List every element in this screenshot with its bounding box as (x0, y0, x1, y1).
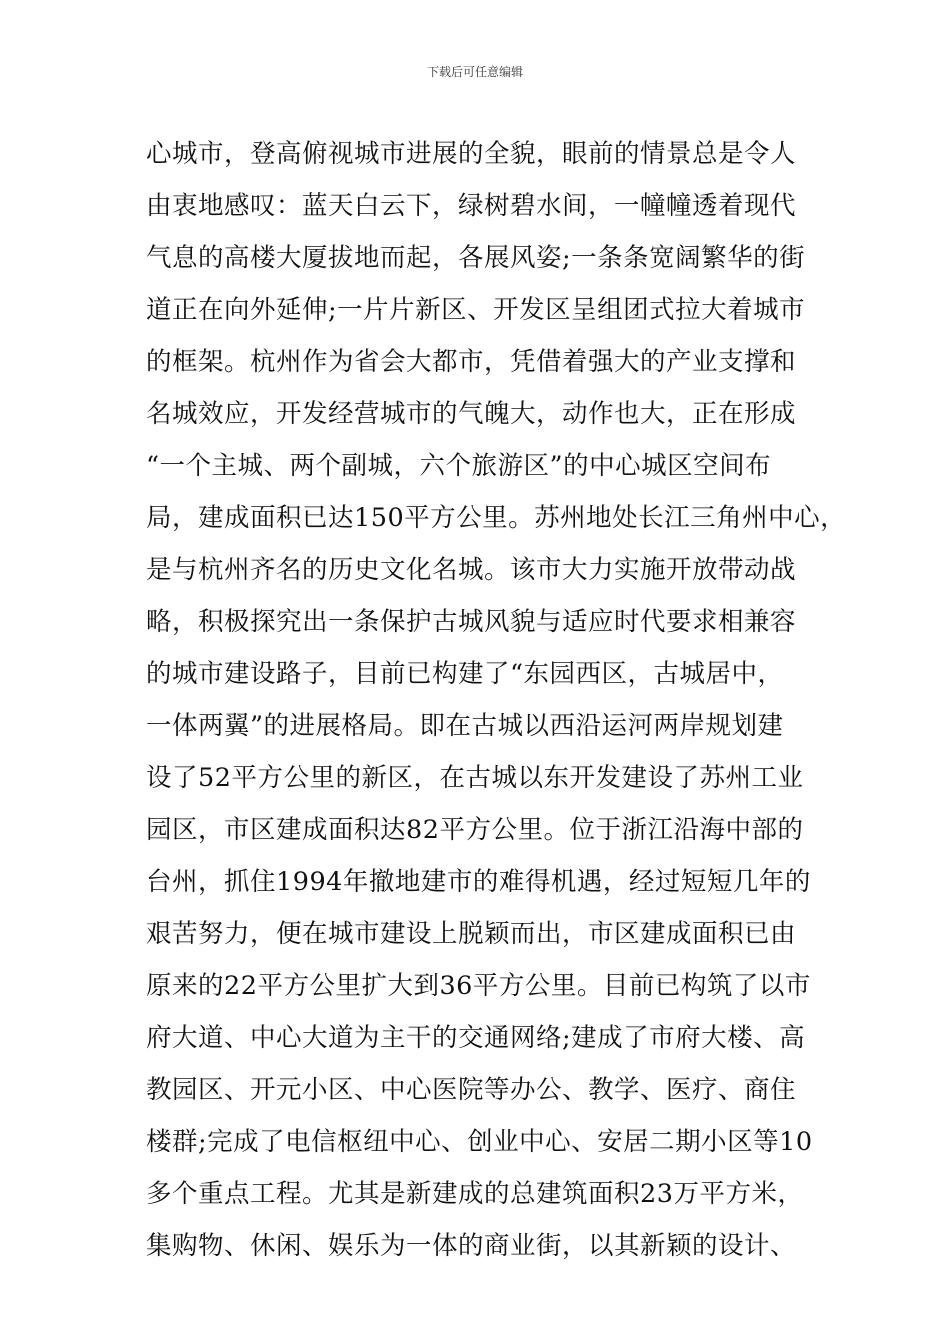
text-line: 楼群;完成了电信枢纽中心、创业中心、安居二期小区等10 (146, 1127, 813, 1157)
text-line: 是与杭州齐名的历史文化名城。该市大力实施开放带动战 (146, 555, 797, 585)
text-line: 台州，抓住1994年撤地建市的难得机遇，经过短短几年的 (146, 867, 811, 897)
text-line: 一体两翼”的进展格局。即在古城以西沿运河两岸规划建 (146, 711, 784, 741)
text-line: 原来的22平方公里扩大到36平方公里。目前已构筑了以市 (146, 971, 811, 1001)
text-line: 的城市建设路子，目前已构建了“东园西区，古城居中， (146, 659, 784, 689)
text-line: 略，积极探究出一条保护古城风貌与适应时代要求相兼容 (146, 607, 797, 637)
text-line: 名城效应，开发经营城市的气魄大，动作也大，正在形成 (146, 399, 797, 429)
text-line: 局，建成面积已达150平方公里。苏州地处长江三角州中心， (146, 503, 847, 533)
text-line: 心城市，登高俯视城市进展的全貌，眼前的情景总是令人 (146, 139, 797, 169)
document-body (146, 128, 847, 1272)
text-line: 多个重点工程。尤其是新建成的总建筑面积23万平方米， (146, 1179, 804, 1209)
text-line: 教园区、开元小区、中心医院等办公、教学、医疗、商住 (146, 1075, 797, 1105)
text-line: 的框架。杭州作为省会大都市，凭借着强大的产业支撑和 (146, 347, 797, 377)
text-line: 府大道、中心大道为主干的交通网络;建成了市府大楼、高 (146, 1023, 806, 1053)
text-line: “一个主城、两个副城，六个旅游区”的中心城区空间布 (146, 451, 772, 481)
text-line: 艰苦努力，便在城市建设上脱颖而出，市区建成面积已由 (146, 919, 797, 949)
text-line: 设了52平方公里的新区，在古城以东开发建设了苏州工业 (146, 763, 804, 793)
text-line: 集购物、休闲、娱乐为一体的商业街，以其新颖的设计、 (146, 1231, 797, 1261)
text-line: 园区，市区建成面积达82平方公里。位于浙江沿海中部的 (146, 815, 804, 845)
page-header: 下载后可任意编辑 (426, 65, 523, 79)
text-line: 道正在向外延伸;一片片新区、开发区呈组团式拉大着城市 (146, 295, 806, 325)
text-line: 由衷地感叹：蓝天白云下，绿树碧水间，一幢幢透着现代 (146, 191, 797, 221)
text-line: 气息的高楼大厦拔地而起，各展风姿;一条条宽阔繁华的街 (146, 243, 806, 273)
